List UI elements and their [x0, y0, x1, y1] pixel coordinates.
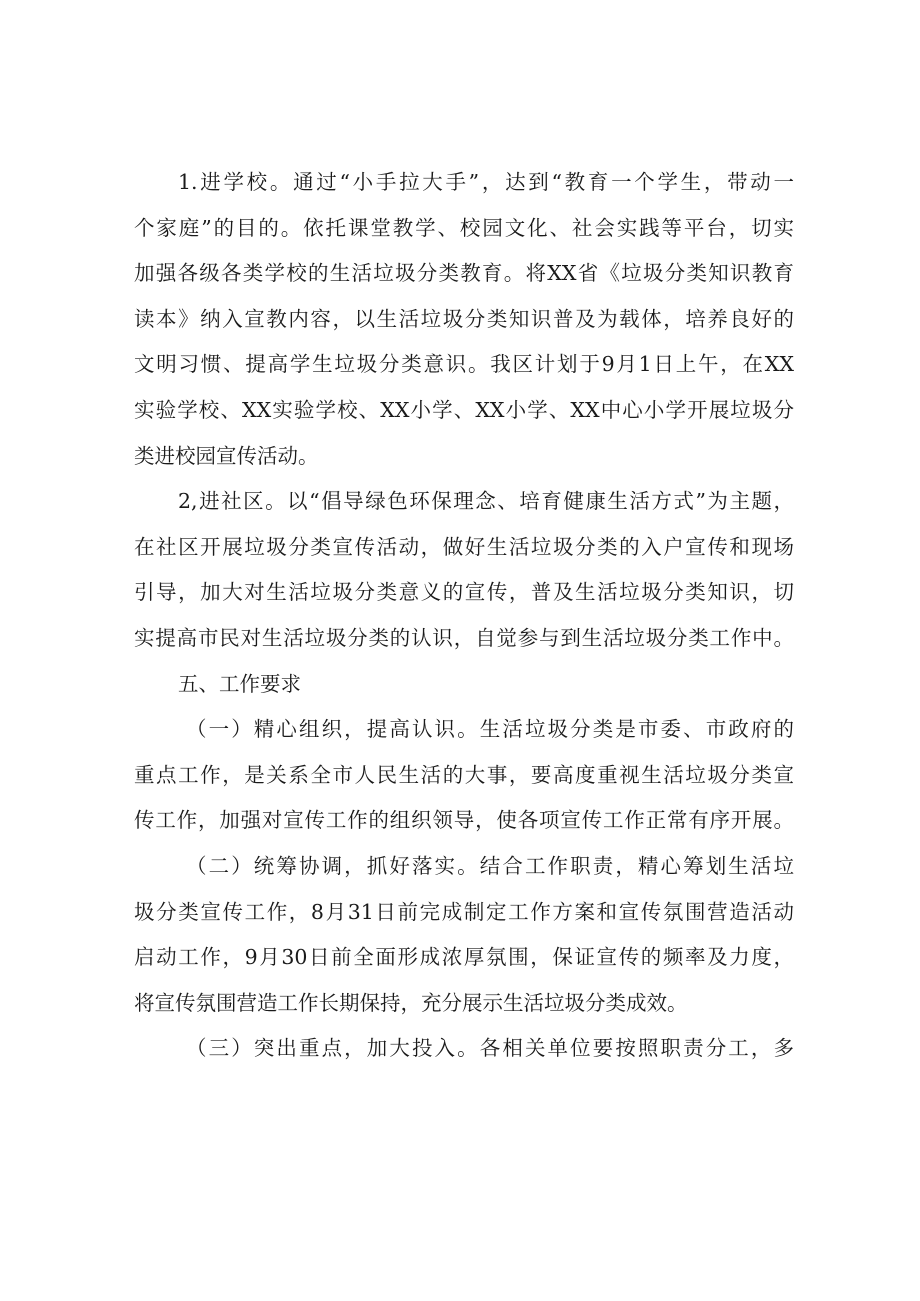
paragraph-focus-line-1: （三）突出重点，加大投入。各相关单位要按照职责分工，多 [186, 1036, 794, 1061]
paragraph-organize-line-1: （一）精心组织，提高认识。生活垃圾分类是市委、市政府的 [186, 717, 794, 742]
paragraph-schools-line-1: 1.进学校。通过“小手拉大手”，达到“教育一个学生，带动一 [178, 170, 794, 194]
paragraph-schools-line-2: 个家庭”的目的。依托课堂教学、校园文化、社会实践等平台，切实 [134, 215, 794, 240]
paragraph-community-line-3: 引导，加大对生活垃圾分类意义的宣传，普及生活垃圾分类知识，切 [134, 580, 794, 605]
section-heading-work-requirements: 五、工作要求 [178, 671, 301, 696]
paragraph-schools-line-4: 读本》纳入宣教内容，以生活垃圾分类知识普及为载体，培养良好的 [134, 306, 794, 331]
paragraph-coordinate-line-4: 将宣传氛围营造工作长期保持，充分展示生活垃圾分类成效。 [134, 990, 688, 1015]
paragraph-organize-line-3: 传工作，加强对宣传工作的组织领导，使各项宣传工作正常有序开展。 [134, 808, 794, 833]
paragraph-community-line-4: 实提高市民对生活垃圾分类的认识，自觉参与到生活垃圾分类工作中。 [134, 625, 794, 650]
paragraph-schools-line-5: 文明习惯、提高学生垃圾分类意识。我区计划于9月1日上午，在XX [134, 352, 794, 377]
paragraph-coordinate-line-1: （二）统筹协调，抓好落实。结合工作职责，精心筹划生活垃 [186, 853, 794, 878]
document-body [134, 160, 794, 1072]
paragraph-schools-line-3: 加强各级各类学校的生活垃圾分类教育。将XX省《垃圾分类知识教育 [134, 261, 794, 286]
paragraph-community-line-2: 在社区开展垃圾分类宣传活动，做好生活垃圾分类的入户宣传和现场 [134, 534, 794, 559]
paragraph-coordinate-line-3: 启动工作，9月30日前全面形成浓厚氛围，保证宣传的频率及力度， [134, 945, 794, 970]
paragraph-organize-line-2: 重点工作，是关系全市人民生活的大事，要高度重视生活垃圾分类宣 [134, 762, 794, 787]
paragraph-schools-line-7: 类进校园宣传活动。 [134, 443, 319, 468]
paragraph-schools-line-6: 实验学校、XX实验学校、XX小学、XX小学、XX中心小学开展垃圾分 [134, 397, 794, 422]
paragraph-community-line-1: 2,进社区。以“倡导绿色环保理念、培育健康生活方式”为主题， [178, 489, 794, 514]
paragraph-coordinate-line-2: 圾分类宣传工作，8月31日前完成制定工作方案和宣传氛围营造活动 [134, 899, 794, 924]
